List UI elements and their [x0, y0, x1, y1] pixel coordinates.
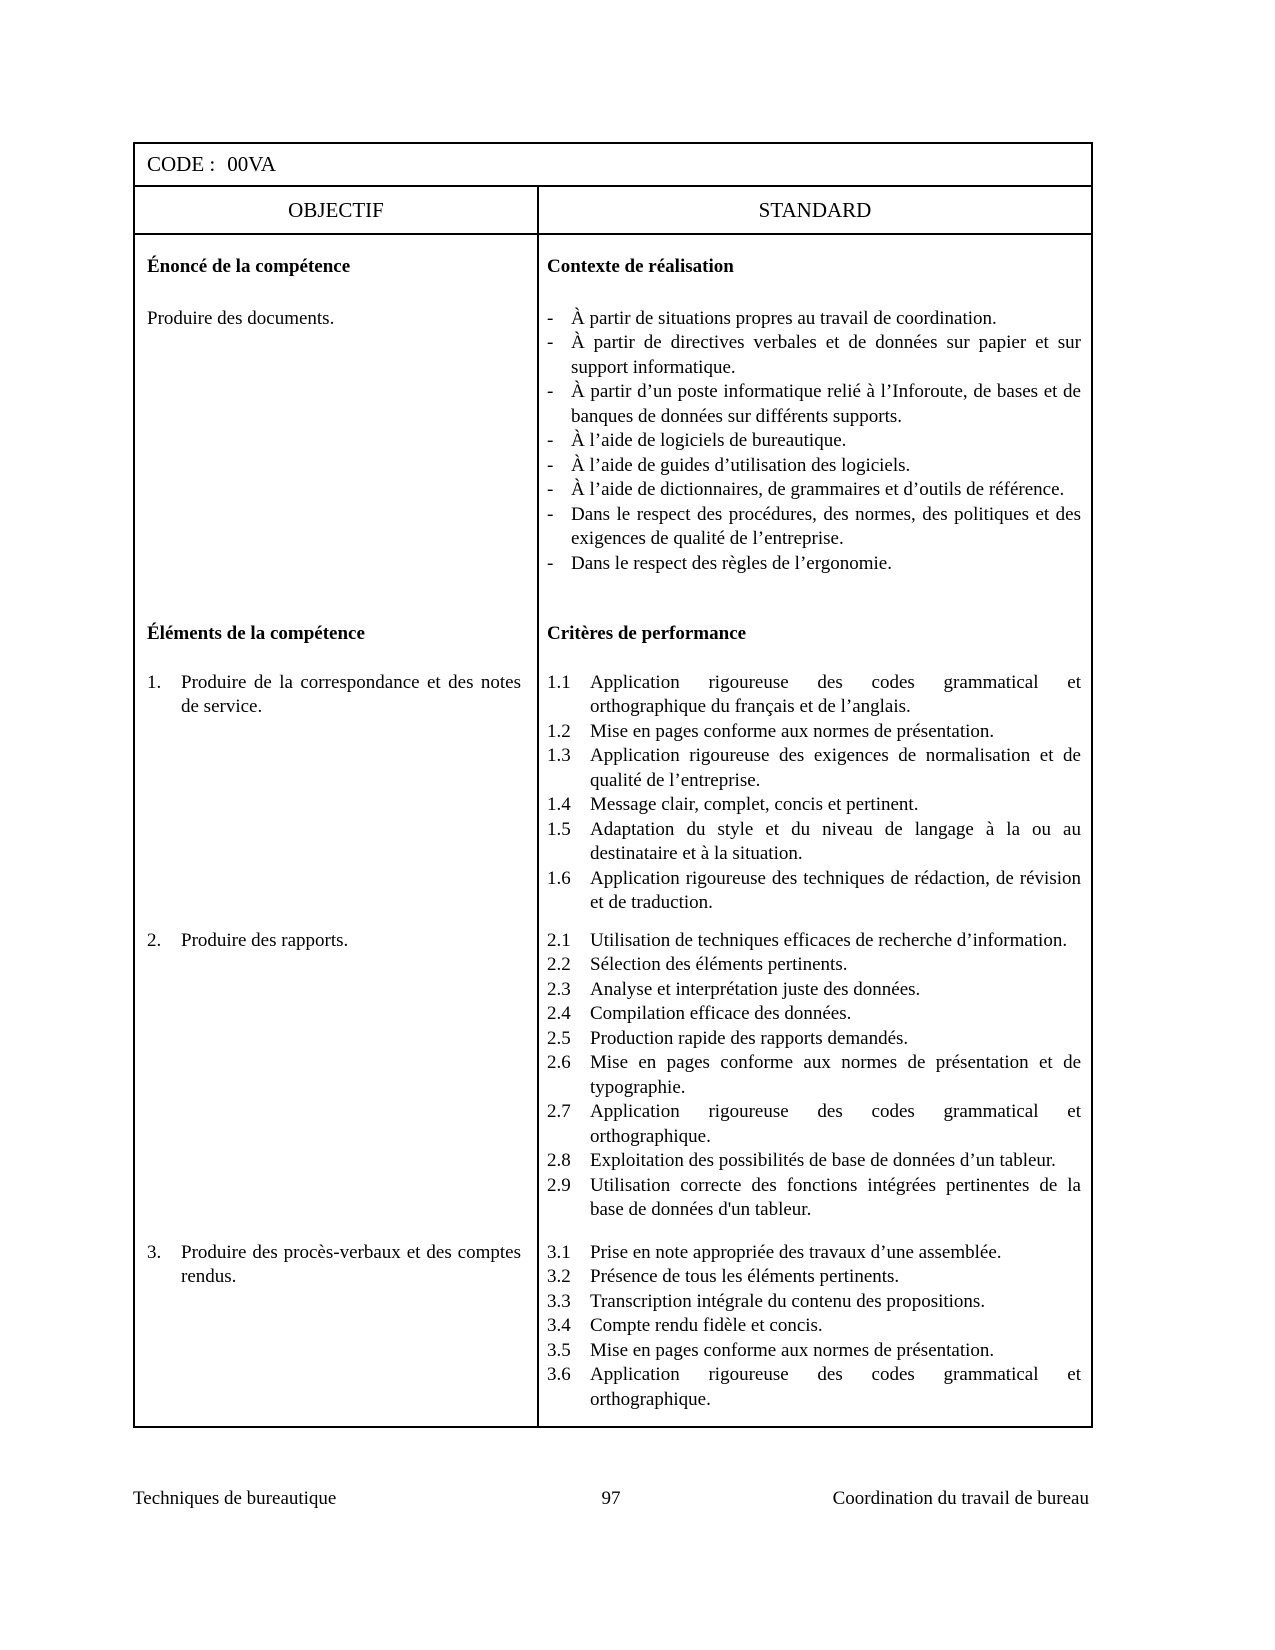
critere-text: Application rigoureuse des techniques de rédaction, de révision et de traduction. — [590, 867, 1081, 913]
footer-right: Coordination du travail de bureau — [832, 1488, 1089, 1509]
critere-item — [547, 744, 1081, 793]
critere-item — [547, 793, 1081, 818]
critere-item — [547, 1174, 1081, 1223]
element-text: Produire des rapports. — [181, 929, 349, 951]
competency-table — [133, 142, 1093, 1428]
critere-item — [547, 818, 1081, 867]
critere-item — [547, 1339, 1081, 1364]
contexte-item-text: À partir de situations propres au travail de coordination. — [571, 307, 997, 329]
elements-title-cell — [135, 576, 539, 647]
critere-number: 3.2 — [547, 1266, 571, 1287]
dash-bullet: - — [547, 307, 554, 329]
dash-bullet: - — [547, 332, 554, 353]
critere-item — [547, 1363, 1081, 1412]
critere-number: 2.9 — [547, 1174, 571, 1196]
critere-number: 2.5 — [547, 1027, 571, 1049]
critere-text: Mise en pages conforme aux normes de présentation et de typographie. — [590, 1052, 1081, 1098]
critere-text: Prise en note appropriée des travaux d’une assemblée. — [590, 1241, 1002, 1263]
element-3-cell — [135, 1223, 539, 1427]
dash-bullet: - — [547, 479, 554, 500]
critere-number: 1.3 — [547, 745, 571, 766]
table-body — [135, 235, 1091, 1426]
element-number: 2. — [147, 929, 162, 951]
column-header-objectif: OBJECTIF — [135, 187, 539, 234]
enonce-title: Énoncé de la compétence — [147, 256, 351, 277]
contexte-item-text: Dans le respect des procédures, des normes, des politiques et des exigences de qualité de l’entreprise. — [571, 503, 1081, 549]
element-item — [147, 929, 521, 954]
critere-text: Analyse et interprétation juste des données. — [590, 978, 921, 1000]
element-text: Produire des procès-verbaux et des comptes rendus. — [181, 1241, 521, 1287]
critere-text: Exploitation des possibilités de base de données d’un tableur. — [590, 1150, 1056, 1171]
critere-number: 2.7 — [547, 1101, 571, 1122]
critere-text: Compte rendu fidèle et concis. — [590, 1315, 823, 1336]
dash-bullet: - — [547, 454, 554, 476]
criteria-group-3 — [539, 1223, 1091, 1427]
critere-item — [547, 1265, 1081, 1290]
critere-text: Application rigoureuse des codes grammatical et orthographique. — [590, 1364, 1081, 1410]
enonce-section — [135, 235, 539, 576]
element-2-cell — [135, 916, 539, 1223]
critere-item — [547, 929, 1081, 954]
contexte-item — [547, 503, 1081, 552]
contexte-item-text: À l’aide de guides d’utilisation des logiciels. — [571, 454, 911, 476]
element-number: 1. — [147, 671, 162, 693]
critere-item — [547, 1100, 1081, 1149]
critere-number: 3.6 — [547, 1364, 571, 1385]
critere-item — [547, 953, 1081, 978]
criteria-group-1 — [539, 647, 1091, 916]
critere-item — [547, 1241, 1081, 1266]
contexte-item-text: À partir de directives verbales et de données sur papier et sur support informatique. — [571, 332, 1081, 378]
contexte-item-text: À l’aide de logiciels de bureautique. — [571, 430, 847, 451]
critere-number: 1.1 — [547, 671, 571, 693]
contexte-item — [547, 429, 1081, 454]
element-item — [147, 671, 521, 720]
critere-number: 2.3 — [547, 978, 571, 1000]
critere-number: 2.4 — [547, 1003, 571, 1024]
critere-text: Mise en pages conforme aux normes de présentation. — [590, 1339, 995, 1361]
critere-item — [547, 1290, 1081, 1315]
contexte-section — [539, 235, 1091, 576]
critere-text: Production rapide des rapports demandés. — [590, 1027, 909, 1049]
critere-number: 1.4 — [547, 794, 571, 815]
code-row — [135, 144, 1091, 187]
column-headers — [135, 187, 1091, 236]
code-label: CODE : — [147, 152, 216, 176]
code-value: 00VA — [227, 152, 276, 176]
critere-text: Utilisation correcte des fonctions intégrées pertinentes de la base de données d'un tableur. — [590, 1174, 1081, 1220]
critere-text: Compilation efficace des données. — [590, 1003, 852, 1024]
critere-item — [547, 720, 1081, 745]
elements-title: Éléments de la compétence — [147, 623, 365, 644]
critere-number: 3.4 — [547, 1315, 571, 1336]
contexte-item — [547, 478, 1081, 503]
contexte-item — [547, 307, 1081, 332]
contexte-item-text: Dans le respect des règles de l’ergonomie. — [571, 552, 892, 574]
dash-bullet: - — [547, 552, 554, 574]
critere-text: Adaptation du style et du niveau de langage à la ou au destinataire et à la situation. — [590, 818, 1081, 864]
critere-number: 1.5 — [547, 818, 571, 840]
critere-item — [547, 1027, 1081, 1052]
critere-number: 2.8 — [547, 1150, 571, 1171]
dash-bullet: - — [547, 430, 554, 451]
critere-number: 1.6 — [547, 867, 571, 889]
critere-number: 3.5 — [547, 1339, 571, 1361]
critere-text: Utilisation de techniques efficaces de recherche d’information. — [590, 929, 1068, 951]
footer-page-number: 97 — [601, 1488, 621, 1509]
dash-bullet: - — [547, 381, 554, 402]
critere-item — [547, 1002, 1081, 1027]
critere-text: Application rigoureuse des codes grammatical et orthographique. — [590, 1101, 1081, 1147]
contexte-item-text: À l’aide de dictionnaires, de grammaires et d’outils de référence. — [571, 479, 1065, 500]
critere-item — [547, 1314, 1081, 1339]
critere-text: Sélection des éléments pertinents. — [590, 954, 848, 975]
contexte-item — [547, 380, 1081, 429]
element-text: Produire de la correspondance et des notes de service. — [181, 671, 521, 717]
footer-left: Techniques de bureautique — [133, 1488, 337, 1509]
column-header-standard: STANDARD — [758, 197, 872, 222]
contexte-item-text: À partir d’un poste informatique relié à l’Inforoute, de bases et de banques de données sur différents supports. — [571, 381, 1081, 427]
critere-item — [547, 1051, 1081, 1100]
critere-item — [547, 671, 1081, 720]
critere-number: 2.1 — [547, 929, 571, 951]
critere-item — [547, 867, 1081, 916]
critere-text: Présence de tous les éléments pertinents. — [590, 1266, 900, 1287]
critere-text: Message clair, complet, concis et pertinent. — [590, 794, 919, 815]
critere-item — [547, 978, 1081, 1003]
criteres-title: Critères de performance — [547, 623, 747, 644]
critere-number: 3.3 — [547, 1290, 571, 1312]
critere-number: 2.2 — [547, 954, 571, 975]
element-item — [147, 1241, 521, 1290]
contexte-title: Contexte de réalisation — [547, 256, 734, 277]
critere-number: 3.1 — [547, 1241, 571, 1263]
critere-text: Mise en pages conforme aux normes de présentation. — [590, 720, 995, 742]
critere-text: Application rigoureuse des exigences de normalisation et de qualité de l’entreprise. — [590, 745, 1081, 791]
criteria-group-2 — [539, 916, 1091, 1223]
contexte-item — [547, 331, 1081, 380]
critere-text: Transcription intégrale du contenu des propositions. — [590, 1290, 986, 1312]
element-number: 3. — [147, 1241, 162, 1263]
critere-number: 1.2 — [547, 720, 571, 742]
dash-bullet: - — [547, 503, 554, 525]
contexte-item — [547, 454, 1081, 479]
critere-item — [547, 1149, 1081, 1174]
criteres-title-cell — [539, 576, 1091, 647]
critere-text: Application rigoureuse des codes grammatical et orthographique du français et de l’anglais. — [590, 671, 1081, 717]
contexte-item — [547, 552, 1081, 577]
element-1-cell — [135, 647, 539, 916]
enonce-text: Produire des documents. — [147, 307, 335, 329]
critere-number: 2.6 — [547, 1052, 571, 1073]
